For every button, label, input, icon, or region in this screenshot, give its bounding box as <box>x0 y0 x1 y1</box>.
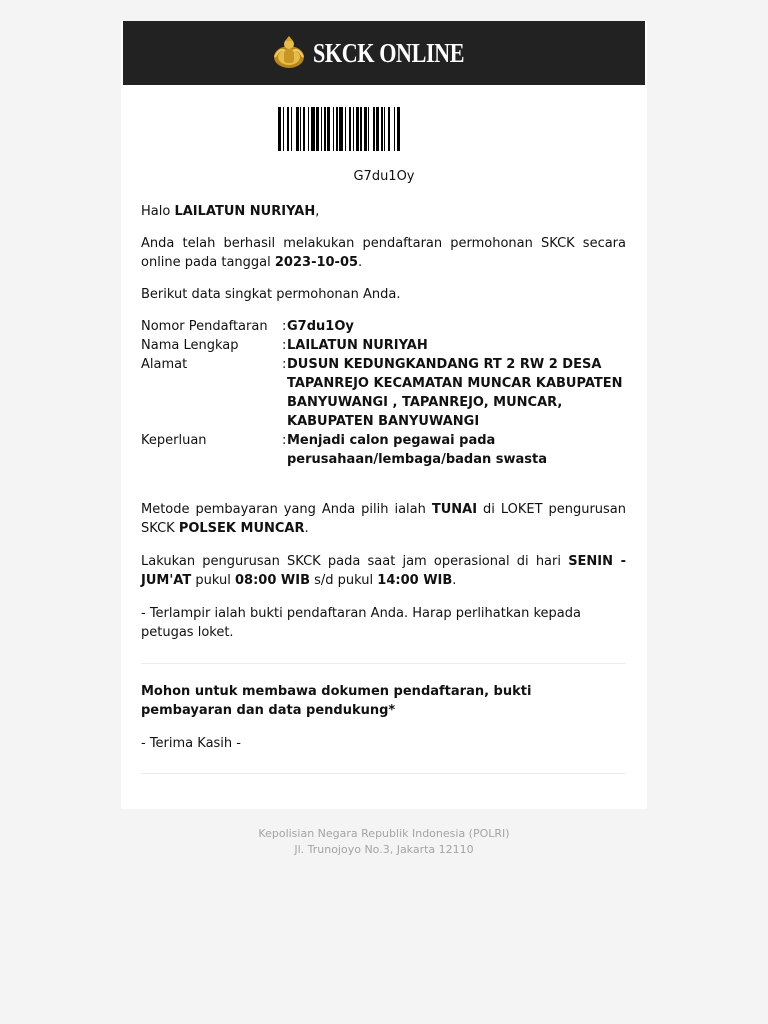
detail-value: G7du1Oy <box>287 319 354 334</box>
detail-label: Nomor Pendaftaran <box>141 319 268 334</box>
reminder-text: Mohon untuk membawa dokumen pendaftaran, bukti pembayaran dan data pendukung* <box>141 684 532 718</box>
end-time: 14:00 WIB <box>377 573 453 588</box>
detail-row-registration-number: Nomor Pendaftaran : G7du1Oy <box>141 317 626 336</box>
detail-row-full-name: Nama Lengkap : LAILATUN NURIYAH <box>141 336 626 355</box>
brand-logo <box>271 35 497 71</box>
divider <box>141 663 626 664</box>
detail-label: Nama Lengkap <box>141 338 239 353</box>
closing-text: - Terima Kasih - <box>141 736 241 751</box>
greeting-name: LAILATUN NURIYAH <box>174 204 316 219</box>
detail-label: Keperluan <box>141 433 207 448</box>
start-time: 08:00 WIB <box>235 573 310 588</box>
divider <box>141 773 626 774</box>
barcode-code: G7du1Oy <box>353 169 415 184</box>
email-body <box>141 202 626 774</box>
registration-date: 2023-10-05 <box>274 255 359 270</box>
registration-barcode <box>278 107 490 151</box>
footer <box>0 826 768 858</box>
schedule-paragraph: Lakukan pengurusan SKCK pada saat jam operasional di hari SENIN - JUM'AT pukul 08:00 WIB s/d pukul 14:00 WIB. <box>141 554 627 588</box>
detail-label: Alamat <box>141 357 188 372</box>
email-card <box>121 21 647 809</box>
footer-address: Jl. Trunojoyo No.3, Jakarta 12110 <box>294 843 474 856</box>
greeting: Halo LAILATUN NURIYAH, <box>141 204 320 219</box>
footer-org: Kepolisian Negara Republik Indonesia (POLRI) <box>258 827 510 840</box>
attachment-note: - Terlampir ialah bukti pendaftaran Anda. Harap perlihatkan kepada petugas loket. <box>141 606 581 640</box>
detail-value: Menjadi calon pegawai pada perusahaan/lembaga/badan swasta <box>287 433 548 467</box>
polri-badge-icon <box>271 35 307 71</box>
payment-location: POLSEK MUNCAR <box>178 521 305 536</box>
detail-value: LAILATUN NURIYAH <box>287 338 428 353</box>
payment-method: TUNAI <box>431 502 478 517</box>
brand-name: SKCK ONLINE <box>312 37 464 68</box>
detail-row-address: Alamat : DUSUN KEDUNGKANDANG RT 2 RW 2 DESA TAPANREJO KECAMATAN MUNCAR KABUPATEN BANYUWANGI , TAPANREJO, MUNCAR, KABUPATEN BANYUWANGI <box>141 355 626 431</box>
operating-days: SENIN - JUM'AT <box>141 554 627 588</box>
payment-paragraph: Metode pembayaran yang Anda pilih ialah TUNAI di LOKET pengurusan SKCK POLSEK MUNCAR. <box>141 502 627 536</box>
detail-row-purpose: Keperluan : Menjadi calon pegawai pada perusahaan/lembaga/badan swasta <box>141 431 626 469</box>
intro-paragraph: Anda telah berhasil melakukan pendaftaran permohonan SKCK secara online pada tanggal 2023-10-05. <box>141 236 626 270</box>
summary-intro: Berikut data singkat permohonan Anda. <box>141 287 401 302</box>
details-list <box>141 317 626 469</box>
detail-value: DUSUN KEDUNGKANDANG RT 2 RW 2 DESA TAPANREJO KECAMATAN MUNCAR KABUPATEN BANYUWANGI , TAPANREJO, MUNCAR, KABUPATEN BANYUWANGI <box>287 357 623 429</box>
header-bar <box>123 21 645 85</box>
